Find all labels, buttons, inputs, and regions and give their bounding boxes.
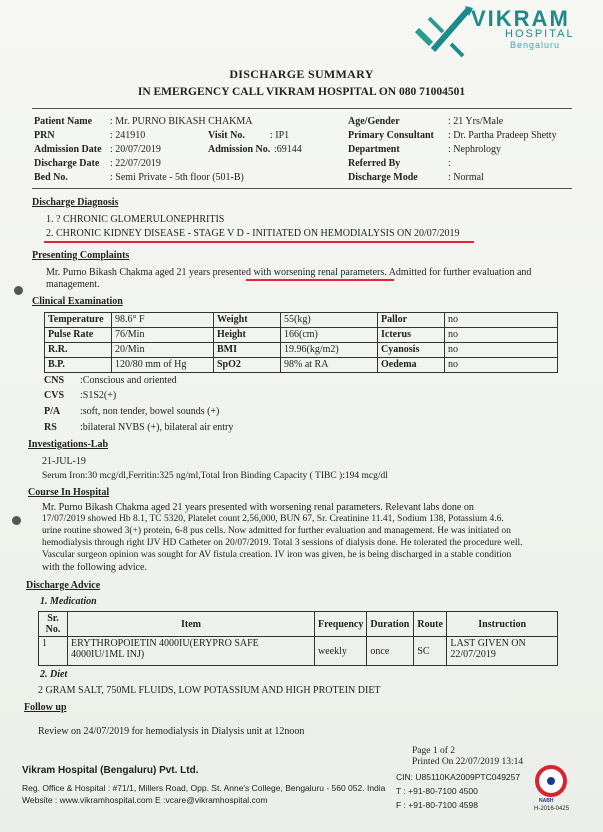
prn-value: : 241910 — [110, 130, 146, 141]
diet-heading: 2. Diet — [40, 669, 68, 680]
system-value: :soft, non tender, bowel sounds (+) — [80, 406, 220, 417]
table-row — [39, 637, 558, 666]
discharge-date: : 22/07/2019 — [110, 158, 161, 169]
diagnosis-heading: Discharge Diagnosis — [32, 197, 119, 208]
discharge-date-label: Discharge Date — [34, 158, 100, 169]
cell-instruction: LAST GIVEN ON 22/07/2019 — [447, 637, 558, 666]
vital-value: 120/80 mm of Hg — [112, 358, 214, 373]
highlight-underline — [246, 279, 394, 281]
course-line: hemodialysis through right IJV HD Catheter on 20/07/2019. Total 3 sessions of dialysis done. He tolerated the procedure well. — [42, 538, 523, 548]
vital-label: SpO2 — [214, 358, 281, 373]
brand-subtitle: HOSPITAL — [505, 28, 575, 40]
vital-label: Pulse Rate — [45, 328, 112, 343]
course-line: Mr. Purno Bikash Chakma aged 21 years presented with worsening renal parameters. Relevant labs done on — [42, 502, 474, 513]
complaints-heading: Presenting Complaints — [32, 250, 130, 261]
vikram-logo-icon — [413, 4, 475, 64]
vital-value: 98% at RA — [281, 358, 378, 373]
system-label: P/A — [44, 406, 61, 417]
vital-value: 166(cm) — [281, 328, 378, 343]
cell-frequency: weekly — [315, 637, 367, 666]
discharge-mode-label: Discharge Mode — [348, 172, 418, 183]
consultant-label: Primary Consultant — [348, 130, 434, 141]
vital-label: Weight — [214, 313, 281, 328]
footer-cin: CIN: U85110KA2009PTC049257 — [396, 772, 521, 782]
system-label: CVS — [44, 390, 65, 401]
system-value: :bilateral NVBS (+), bilateral air entry — [80, 422, 234, 433]
system-label: RS — [44, 422, 57, 433]
cell-route: SC — [414, 637, 447, 666]
vital-label: Height — [214, 328, 281, 343]
visit-value: : IP1 — [270, 130, 290, 141]
patient-name: : Mr. PURNO BIKASH CHAKMA — [110, 116, 253, 127]
complaints-text: management. — [46, 279, 100, 290]
vital-label: Cyanosis — [378, 343, 445, 358]
system-label: CNS — [44, 375, 65, 386]
printed-on: Printed On 22/07/2019 13:14 — [412, 757, 524, 767]
advice-heading: Discharge Advice — [26, 580, 101, 591]
footer-website: Website : www.vikramhospital.com E :vcare@vikramhospital.com — [22, 795, 268, 805]
vital-value: 19.96(kg/m2) — [281, 343, 378, 358]
vital-value: 55(kg) — [281, 313, 378, 328]
department-label: Department — [348, 144, 400, 155]
vital-label: R.R. — [45, 343, 112, 358]
cell-duration: once — [367, 637, 414, 666]
course-heading: Course In Hospital — [28, 487, 110, 498]
vital-label: Pallor — [378, 313, 445, 328]
brand-city: Bengaluru — [510, 40, 561, 50]
course-line: urine routine showed 3(+) protein, 6-8 pus cells. Now admitted for further evaluation and management. He was initiated on — [42, 526, 511, 536]
brand-name: VIKRAM — [471, 6, 570, 31]
referred-label: Referred By — [348, 158, 401, 169]
vital-label: Oedema — [378, 358, 445, 373]
vital-label: Icterus — [378, 328, 445, 343]
document-title: DISCHARGE SUMMARY — [229, 67, 374, 81]
followup-text: Review on 24/07/2019 for hemodialysis in Dialysis unit at 12noon — [38, 726, 305, 737]
diagnosis-item: 1. ? CHRONIC GLOMERULONEPHRITIS — [46, 214, 225, 225]
course-line: 17/07/2019 showed Hb 8.1, TC 5320, Platelet count 2,56,000, BUN 67, Sr. Creatinine 11.41, Sodium 138, Potassium 4.6. — [42, 514, 504, 524]
bed-label: Bed No. — [34, 172, 68, 183]
medication-heading: 1. Medication — [40, 596, 97, 607]
age-label: Age/Gender — [348, 116, 400, 127]
divider — [32, 188, 572, 189]
admission-date: : 20/07/2019 — [110, 144, 161, 155]
badge-label: NABH — [539, 798, 554, 804]
vital-value: 76/Min — [112, 328, 214, 343]
prn-label: PRN — [34, 130, 55, 141]
consultant-value: : Dr. Partha Pradeep Shetty — [448, 130, 557, 141]
emergency-line: IN EMERGENCY CALL VIKRAM HOSPITAL ON 080 71004501 — [137, 86, 466, 98]
vital-value: 20/Min — [112, 343, 214, 358]
exam-heading: Clinical Examination — [32, 296, 123, 307]
certificate-number: H-2016-0425 — [534, 806, 570, 812]
vital-value: no — [445, 313, 558, 328]
column-header: Instruction — [447, 612, 558, 637]
cell-sr: 1 — [39, 637, 68, 666]
admission-date-label: Admission Date — [34, 144, 102, 155]
investigation-date: 21-JUL-19 — [42, 456, 86, 467]
vital-value: no — [445, 328, 558, 343]
punch-hole — [12, 516, 21, 525]
page-number: Page 1 of 2 — [412, 746, 456, 756]
patient-name-label: Patient Name — [34, 116, 93, 127]
vitals-table — [44, 312, 558, 373]
investigation-text: Serum Iron:30 mcg/dl,Ferritin:325 ng/ml,Total Iron Binding Capacity ( TIBC ):194 mcg/dl — [42, 471, 388, 481]
table-header-row — [39, 612, 558, 637]
course-line: Vascular surgeon opinion was sought for AV fistula creation. IV iron was given, he is being discharged in a stable condition — [42, 550, 512, 560]
footer-phone: T : +91-80-7100 4500 — [396, 786, 478, 796]
column-header: Frequency — [315, 612, 367, 637]
column-header: Item — [68, 612, 315, 637]
accreditation-badge-icon — [535, 765, 567, 797]
admission-no: :69144 — [274, 144, 302, 155]
vital-value: 98.6° F — [112, 313, 214, 328]
diet-text: 2 GRAM SALT, 750ML FLUIDS, LOW POTASSIUM AND HIGH PROTEIN DIET — [38, 685, 381, 696]
diagnosis-item: 2. CHRONIC KIDNEY DISEASE - STAGE V D - INITIATED ON HEMODIALYSIS ON 20/07/2019 — [46, 228, 460, 239]
medication-table — [38, 611, 558, 666]
column-header: Sr. No. — [39, 612, 68, 637]
column-header: Route — [414, 612, 447, 637]
followup-heading: Follow up — [24, 702, 67, 713]
footer-company: Vikram Hospital (Bengaluru) Pvt. Ltd. — [22, 765, 199, 776]
system-value: :S1S2(+) — [80, 390, 117, 401]
divider — [32, 108, 572, 109]
department-value: : Nephrology — [448, 144, 502, 155]
system-value: :Conscious and oriented — [80, 375, 177, 386]
vital-value: no — [445, 343, 558, 358]
complaints-text: Mr. Purno Bikash Chakma aged 21 years presented with worsening renal parameters. Admitted for further evaluation and — [46, 267, 532, 278]
course-line: with the following advice. — [42, 562, 147, 573]
bed-value: : Semi Private - 5th floor (501-B) — [110, 172, 244, 183]
admission-no-label: Admission No. — [208, 144, 271, 155]
vital-label: B.P. — [45, 358, 112, 373]
vital-label: Temperature — [45, 313, 112, 328]
table-row — [45, 343, 558, 358]
vital-value: no — [445, 358, 558, 373]
referred-value: : — [448, 158, 451, 169]
vital-label: BMI — [214, 343, 281, 358]
cell-item: ERYTHROPOIETIN 4000IU(ERYPRO SAFE 4000IU/1ML INJ) — [68, 637, 315, 666]
visit-label: Visit No. — [208, 130, 245, 141]
footer-address: Reg. Office & Hospital : #71/1, Millers Road, Opp. St. Anne's College, Bengaluru - 560 052. India — [22, 783, 386, 793]
table-row — [45, 358, 558, 373]
punch-hole — [14, 286, 23, 295]
column-header: Duration — [367, 612, 414, 637]
table-row — [45, 313, 558, 328]
discharge-mode-value: : Normal — [448, 172, 484, 183]
investigations-heading: Investigations-Lab — [28, 439, 109, 450]
age-value: : 21 Yrs/Male — [448, 116, 504, 127]
highlight-underline — [44, 241, 474, 243]
footer-fax: F : +91-80-7100 4598 — [396, 800, 478, 810]
table-row — [45, 328, 558, 343]
